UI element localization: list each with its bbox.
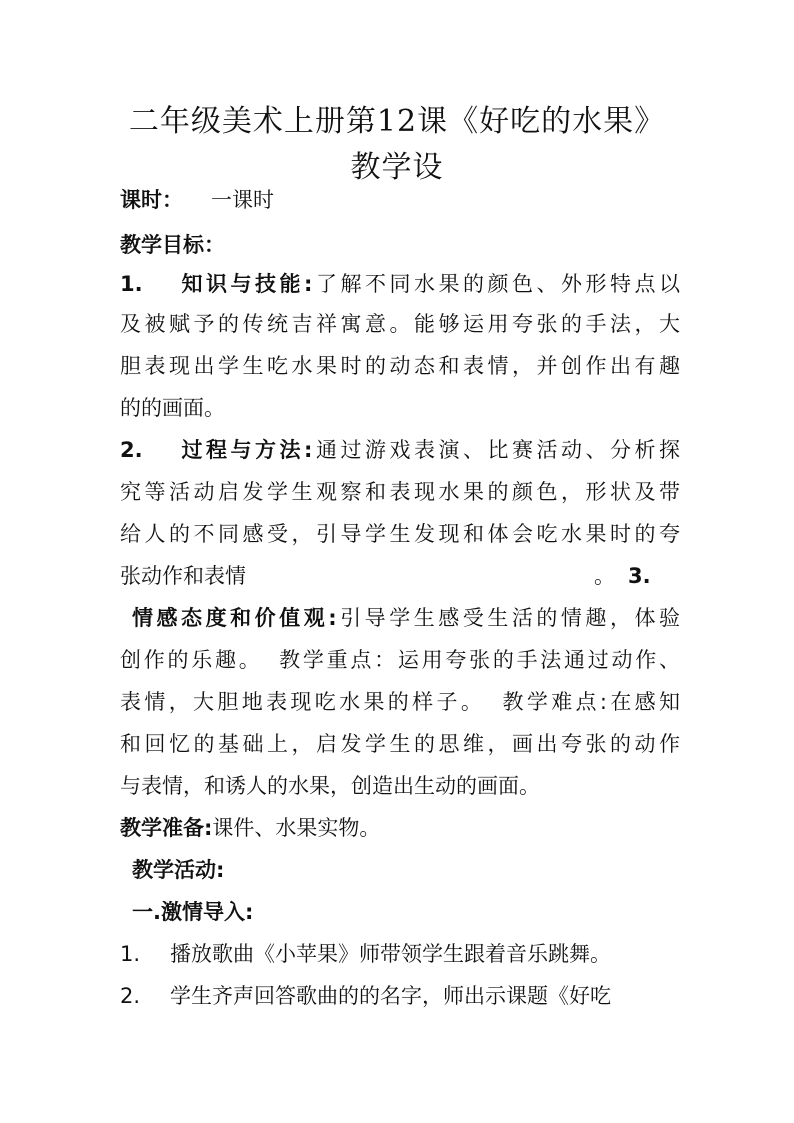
goal3-text-line2: 创作的乐趣。 [120,648,263,672]
goal1-label: 知识与技能: [178,272,313,296]
goal3-line2 [120,646,680,674]
goal3-label: 情感态度和价值观: [132,606,337,630]
prep-label: 教学准备: [120,816,213,840]
section1-heading: 一.激情导入: [132,900,254,924]
goal2-number: 2. [120,438,143,462]
goal1-line1 [120,270,680,298]
goal1-text-line3: 胆表现出学生吃水果时的动态和表情，并创作出有趣 [120,354,680,378]
goals-heading: 教学目标： [120,233,225,257]
step2-row [120,982,680,1010]
goal2-line1 [120,436,680,464]
difficulty-text-line1: 在感知 [606,690,681,714]
step2-number: 2. [120,984,141,1008]
class-time-label: 课时： [120,188,183,212]
key-point-text-line2: 表情，大胆地表现吃水果的样子。 [120,690,486,714]
goal2-text-line4: 张动作和表情 [120,564,246,588]
goal2-text-line4-row [120,562,680,590]
class-time-row [120,186,680,214]
document-title-line1: 二年级美术上册第12课《好吃的水果》 [128,104,666,139]
goal2-label: 过程与方法: [178,438,313,462]
goal1-text-line4: 的的画面。 [120,396,225,420]
step2-text: 学生齐声回答歌曲的的名字，师出示课题《好吃 [170,984,611,1008]
goal3-number: 3. [628,564,651,588]
difficulty-text-line2: 和回忆的基础上，启发学生的思维，画出夸张的动作 [120,732,680,756]
goal3-line1 [132,604,680,632]
goal3-text-line1: 引导学生感受生活的情趣，体验 [336,606,681,630]
prep-row [120,814,680,842]
goal1-text-line2: 及被赋予的传统吉祥寓意。能够运用夸张的手法，大 [120,312,680,336]
goal2-text-line1: 通过游戏表演、比赛活动、分析探 [312,438,681,462]
goal2-end-mark: 。 [594,564,615,588]
class-time-value: 一课时 [211,188,274,212]
activities-heading: 教学活动: [132,858,225,882]
prep-text: 课件、水果实物。 [212,816,381,840]
key-point-text-line1: 运用夸张的手法通过动作、 [397,648,681,672]
goal2-text-line3: 给人的不同感受，引导学生发现和体会吃水果时的夸 [120,522,680,546]
difficulty-label: 教学难点: [499,690,607,714]
step1-number: 1. [120,942,141,966]
step1-row [120,940,680,968]
key-point-label: 教学重点： [276,648,398,672]
document-title-line2: 教学设 [350,150,444,185]
goal1-text-line1: 了解不同水果的颜色、外形特点以 [312,272,681,296]
difficulty-text-line3: 与表情，和诱人的水果，创造出生动的画面。 [120,774,540,798]
goal2-text-line2: 究等活动启发学生观察和表现水果的颜色，形状及带 [120,480,680,504]
goal1-number: 1. [120,272,143,296]
step1-text: 播放歌曲《小苹果》师带领学生跟着音乐跳舞。 [170,942,611,966]
key-point-line2 [120,688,680,716]
